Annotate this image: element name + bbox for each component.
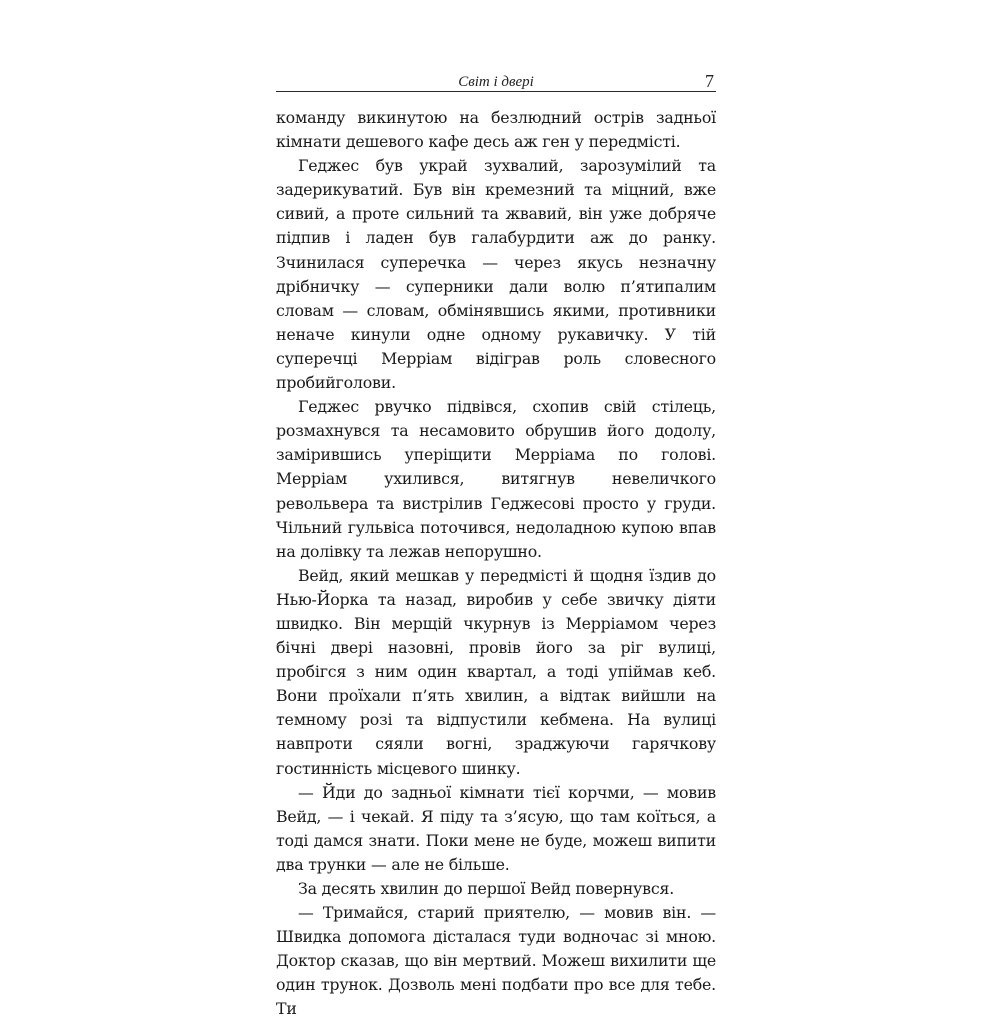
paragraph-dialogue: — Йди до задньої кімнати тієї корчми, — мовив Вейд, — і чекай. Я піду та з’ясую, що там коїться, а тоді дамся знати. Поки мене не буде, можеш випити два трунки — але не більше. (276, 782, 716, 874)
body-text (276, 106, 716, 1022)
paragraph: Геджес був украй зухвалий, зарозумілий та задерикуватий. Був він кремезний та міцний, вже сивий, а проте сильний та жвавий, він уже добряче підпив і ладен був галабурдити аж до ранку. Зчинилася суперечка — через якусь незначну дрібничку — суперники дали волю п’ятипалим словам — словам, обмінявшись якими, противники неначе кинули одне одному рукавичку. У тій суперечці Мерріам відіграв роль словесного пробийголови. (276, 156, 716, 393)
header-rule (276, 91, 716, 92)
book-page (276, 66, 716, 1022)
paragraph: За десять хвилин до першої Вейд повернувся. (298, 879, 675, 898)
page-number: 7 (705, 71, 714, 91)
paragraph: Вейд, який мешкав у передмісті й щодня їздив до Нью-Йорка та назад, виробив у себе звичку діяти швидко. Він мерщій чкурнув із Мерріамом через бічні двері назовні, провів його за ріг вулиці, пробігся з ним один квартал, а тоді упіймав кеб. Вони проїхали п’ять хвилин, а відтак вийшли на темному розі та відпустили кебмена. На вулиці навпроти сяяли вогні, зраджуючи гарячкову гостинність місцевого шинку. (276, 565, 716, 778)
running-title: Світ і двері (458, 74, 534, 90)
paragraph: Геджес рвучко підвівся, схопив свій стілець, розмахнувся та несамовито обрушив його додолу, замірившись уперіщити Мерріама по голові. Мерріам ухилився, витягнув невеличкого револьвера та вистрілив Геджесові просто у груди. Чільний гульвіса поточився, недоладною купою впав на долівку та лежав непорушно. (276, 397, 716, 561)
paragraph-dialogue: — Тримайся, старий приятелю, — мовив він. — Швидка допомога дісталася туди водночас зі мною. Доктор сказав, що він мертвий. Можеш вихилити ще один трунок. Дозволь мені подбати про все для тебе. Ти (276, 903, 716, 1019)
paragraph-continued: команду викинутою на безлюдний острів задньої кімнати дешевого кафе десь аж ген у передмісті. (276, 108, 716, 152)
running-head (276, 66, 716, 92)
